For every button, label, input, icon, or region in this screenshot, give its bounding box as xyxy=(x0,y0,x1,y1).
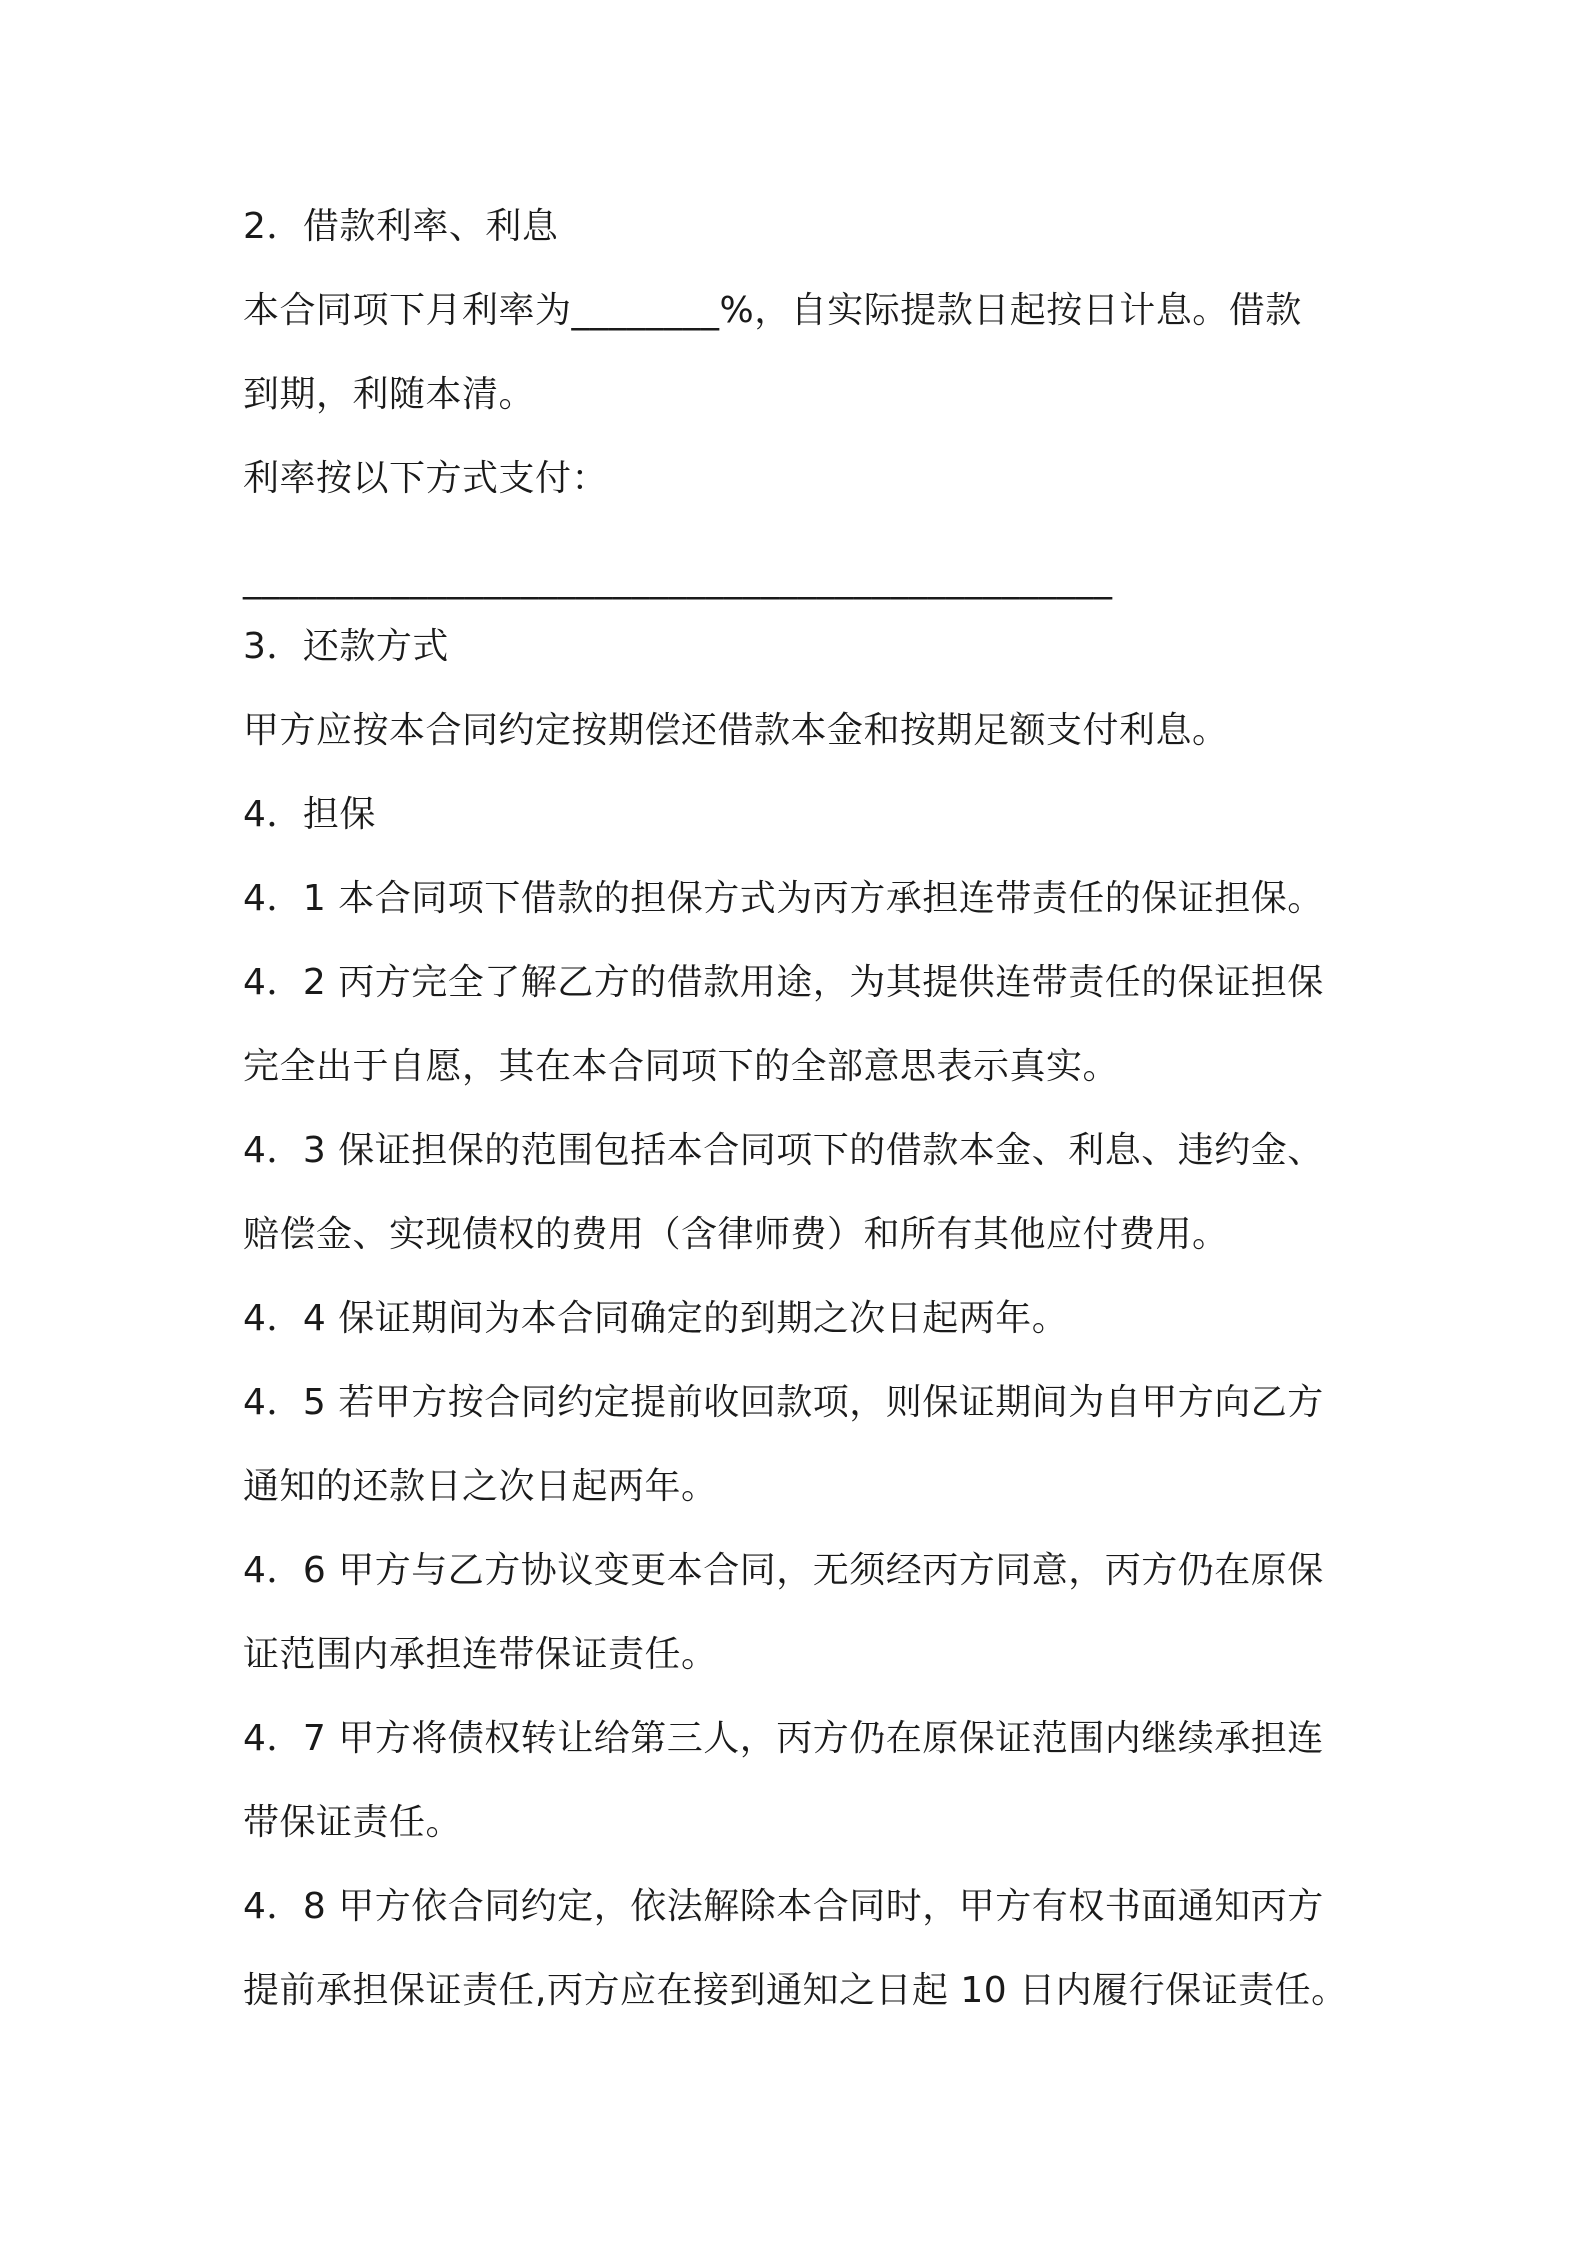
blank-fill-line: _______________________________________________ xyxy=(243,559,1113,600)
paragraph-line: 利率按以下方式支付： xyxy=(243,458,609,499)
clause-4-2: 4．2 丙方完全了解乙方的借款用途，为其提供连带责任的保证担保 xyxy=(243,962,1324,1003)
section-heading-repayment: 3．还款方式 xyxy=(243,626,449,667)
clause-4-5: 4．5 若甲方按合同约定提前收回款项，则保证期间为自甲方向乙方 xyxy=(243,1382,1324,1423)
paragraph-line: 赔偿金、实现债权的费用（含律师费）和所有其他应付费用。 xyxy=(243,1214,1229,1255)
paragraph-line: 带保证责任。 xyxy=(243,1802,463,1843)
clause-4-6: 4．6 甲方与乙方协议变更本合同，无须经丙方同意，丙方仍在原保 xyxy=(243,1550,1324,1591)
paragraph-line: 完全出于自愿，其在本合同项下的全部意思表示真实。 xyxy=(243,1046,1120,1087)
section-heading-guarantee: 4．担保 xyxy=(243,794,376,835)
clause-4-1: 4．1 本合同项下借款的担保方式为丙方承担连带责任的保证担保。 xyxy=(243,878,1324,919)
clause-4-4: 4．4 保证期间为本合同确定的到期之次日起两年。 xyxy=(243,1298,1069,1339)
paragraph-line: 证范围内承担连带保证责任。 xyxy=(243,1634,718,1675)
paragraph-line: 提前承担保证责任,丙方应在接到通知之日起 10 日内履行保证责任。 xyxy=(243,1970,1348,2011)
clause-4-3: 4．3 保证担保的范围包括本合同项下的借款本金、利息、违约金、 xyxy=(243,1130,1324,1171)
paragraph-line: 通知的还款日之次日起两年。 xyxy=(243,1466,718,1507)
section-heading-interest: 2．借款利率、利息 xyxy=(243,206,559,247)
clause-4-8: 4．8 甲方依合同约定，依法解除本合同时，甲方有权书面通知丙方 xyxy=(243,1886,1324,1927)
clause-4-7: 4．7 甲方将债权转让给第三人，丙方仍在原保证范围内继续承担连 xyxy=(243,1718,1324,1759)
paragraph-line: 甲方应按本合同约定按期偿还借款本金和按期足额支付利息。 xyxy=(243,710,1229,751)
paragraph-line: 到期，利随本清。 xyxy=(243,374,536,415)
paragraph-line: 本合同项下月利率为________%，自实际提款日起按日计息。借款 xyxy=(243,290,1302,331)
